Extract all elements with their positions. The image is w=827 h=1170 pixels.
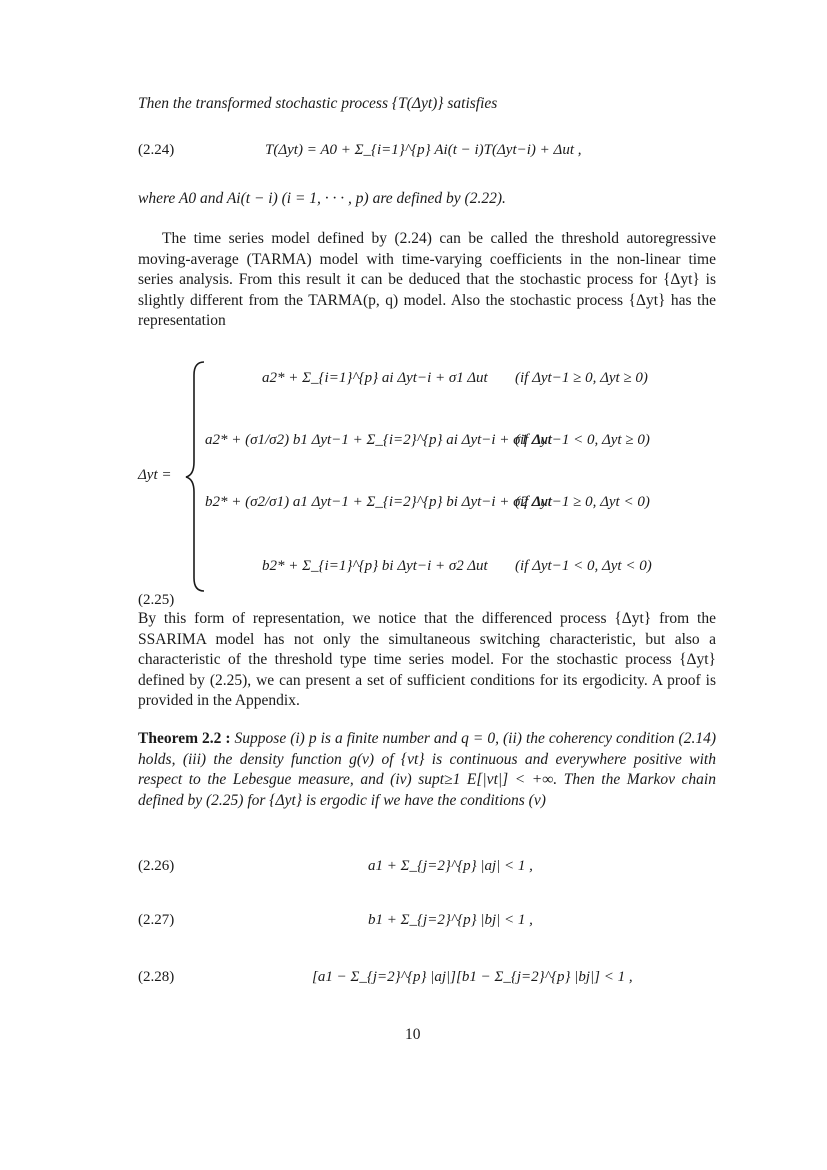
theorem-2-2: [138, 729, 716, 811]
paragraph-ssarima: By this form of representation, we notice that the differenced process {Δyt} from the SSARIMA model has not only the simultaneous switching characteristic, but also a characteristic of the threshold type time series model. For the stochastic process {Δyt} defined by (2.25), we can present a set of sufficient conditions for its ergodicity. A proof is provided in the Appendix.: [138, 610, 716, 709]
eq-2-25-label: (2.25): [138, 592, 175, 608]
eq-2-27-label: (2.27): [138, 912, 175, 928]
paragraph-tarma: The time series model defined by (2.24) can be called the threshold autoregressive moving-average (TARMA) model with time-varying coefficients in the non-linear time series analysis. From this result it can be deduced that the stochastic process for {Δyt} is slightly different from the TARMA(p, q) model. Also the stochastic process {Δyt} has the representation: [138, 230, 716, 329]
case-row-3-expr: b2* + (σ2/σ1) a1 Δyt−1 + Σ_{i=2}^{p} bi Δyt−i + σ2 Δut: [205, 494, 553, 510]
case-row-1-expr: a2* + Σ_{i=1}^{p} ai Δyt−i + σ1 Δut: [262, 370, 488, 386]
case-row-4-expr: b2* + Σ_{i=1}^{p} bi Δyt−i + σ2 Δut: [262, 558, 488, 574]
page-number: 10: [405, 1026, 421, 1043]
theorem-text: Suppose (i) p is a finite number and q = 0, (ii) the coherency condition (2.14) holds, (iii) the density function g(v) of {vt} is continuous and everywhere positive with respect to the Lebesgue measure, and (iv) supt≥1 E[|vt|] < +∞. Then the Markov chain defined by (2.25) for {Δyt} is ergodic if we have the conditions (v): [138, 730, 716, 809]
eq-2-28-formula: [a1 − Σ_{j=2}^{p} |aj|][b1 − Σ_{j=2}^{p} |bj|] < 1 ,: [312, 969, 633, 985]
eq-2-25-lhs: Δyt =: [138, 467, 172, 483]
intro-text: Then the transformed stochastic process {T(Δyt)} satisfies: [138, 95, 498, 112]
case-row-2-condition: (if Δyt−1 < 0, Δyt ≥ 0): [515, 432, 650, 448]
eq-2-27-formula: b1 + Σ_{j=2}^{p} |bj| < 1 ,: [368, 912, 533, 928]
eq-2-28-label: (2.28): [138, 969, 175, 985]
case-row-2-expr: a2* + (σ1/σ2) b1 Δyt−1 + Σ_{i=2}^{p} ai Δyt−i + σ1 Δut: [205, 432, 553, 448]
theorem-title: Theorem 2.2 :: [138, 730, 231, 747]
case-row-4-condition: (if Δyt−1 < 0, Δyt < 0): [515, 558, 652, 574]
case-row-1-condition: (if Δyt−1 ≥ 0, Δyt ≥ 0): [515, 370, 648, 386]
case-row-3-condition: (if Δyt−1 ≥ 0, Δyt < 0): [515, 494, 650, 510]
where-line: where A0 and Ai(t − i) (i = 1, · · · , p) are defined by (2.22).: [138, 190, 506, 207]
eq-2-24-formula: T(Δyt) = A0 + Σ_{i=1}^{p} Ai(t − i)T(Δyt−i) + Δut ,: [265, 142, 582, 158]
eq-2-26-label: (2.26): [138, 858, 175, 874]
eq-2-26-formula: a1 + Σ_{j=2}^{p} |aj| < 1 ,: [368, 858, 533, 874]
eq-2-24-label: (2.24): [138, 142, 175, 158]
